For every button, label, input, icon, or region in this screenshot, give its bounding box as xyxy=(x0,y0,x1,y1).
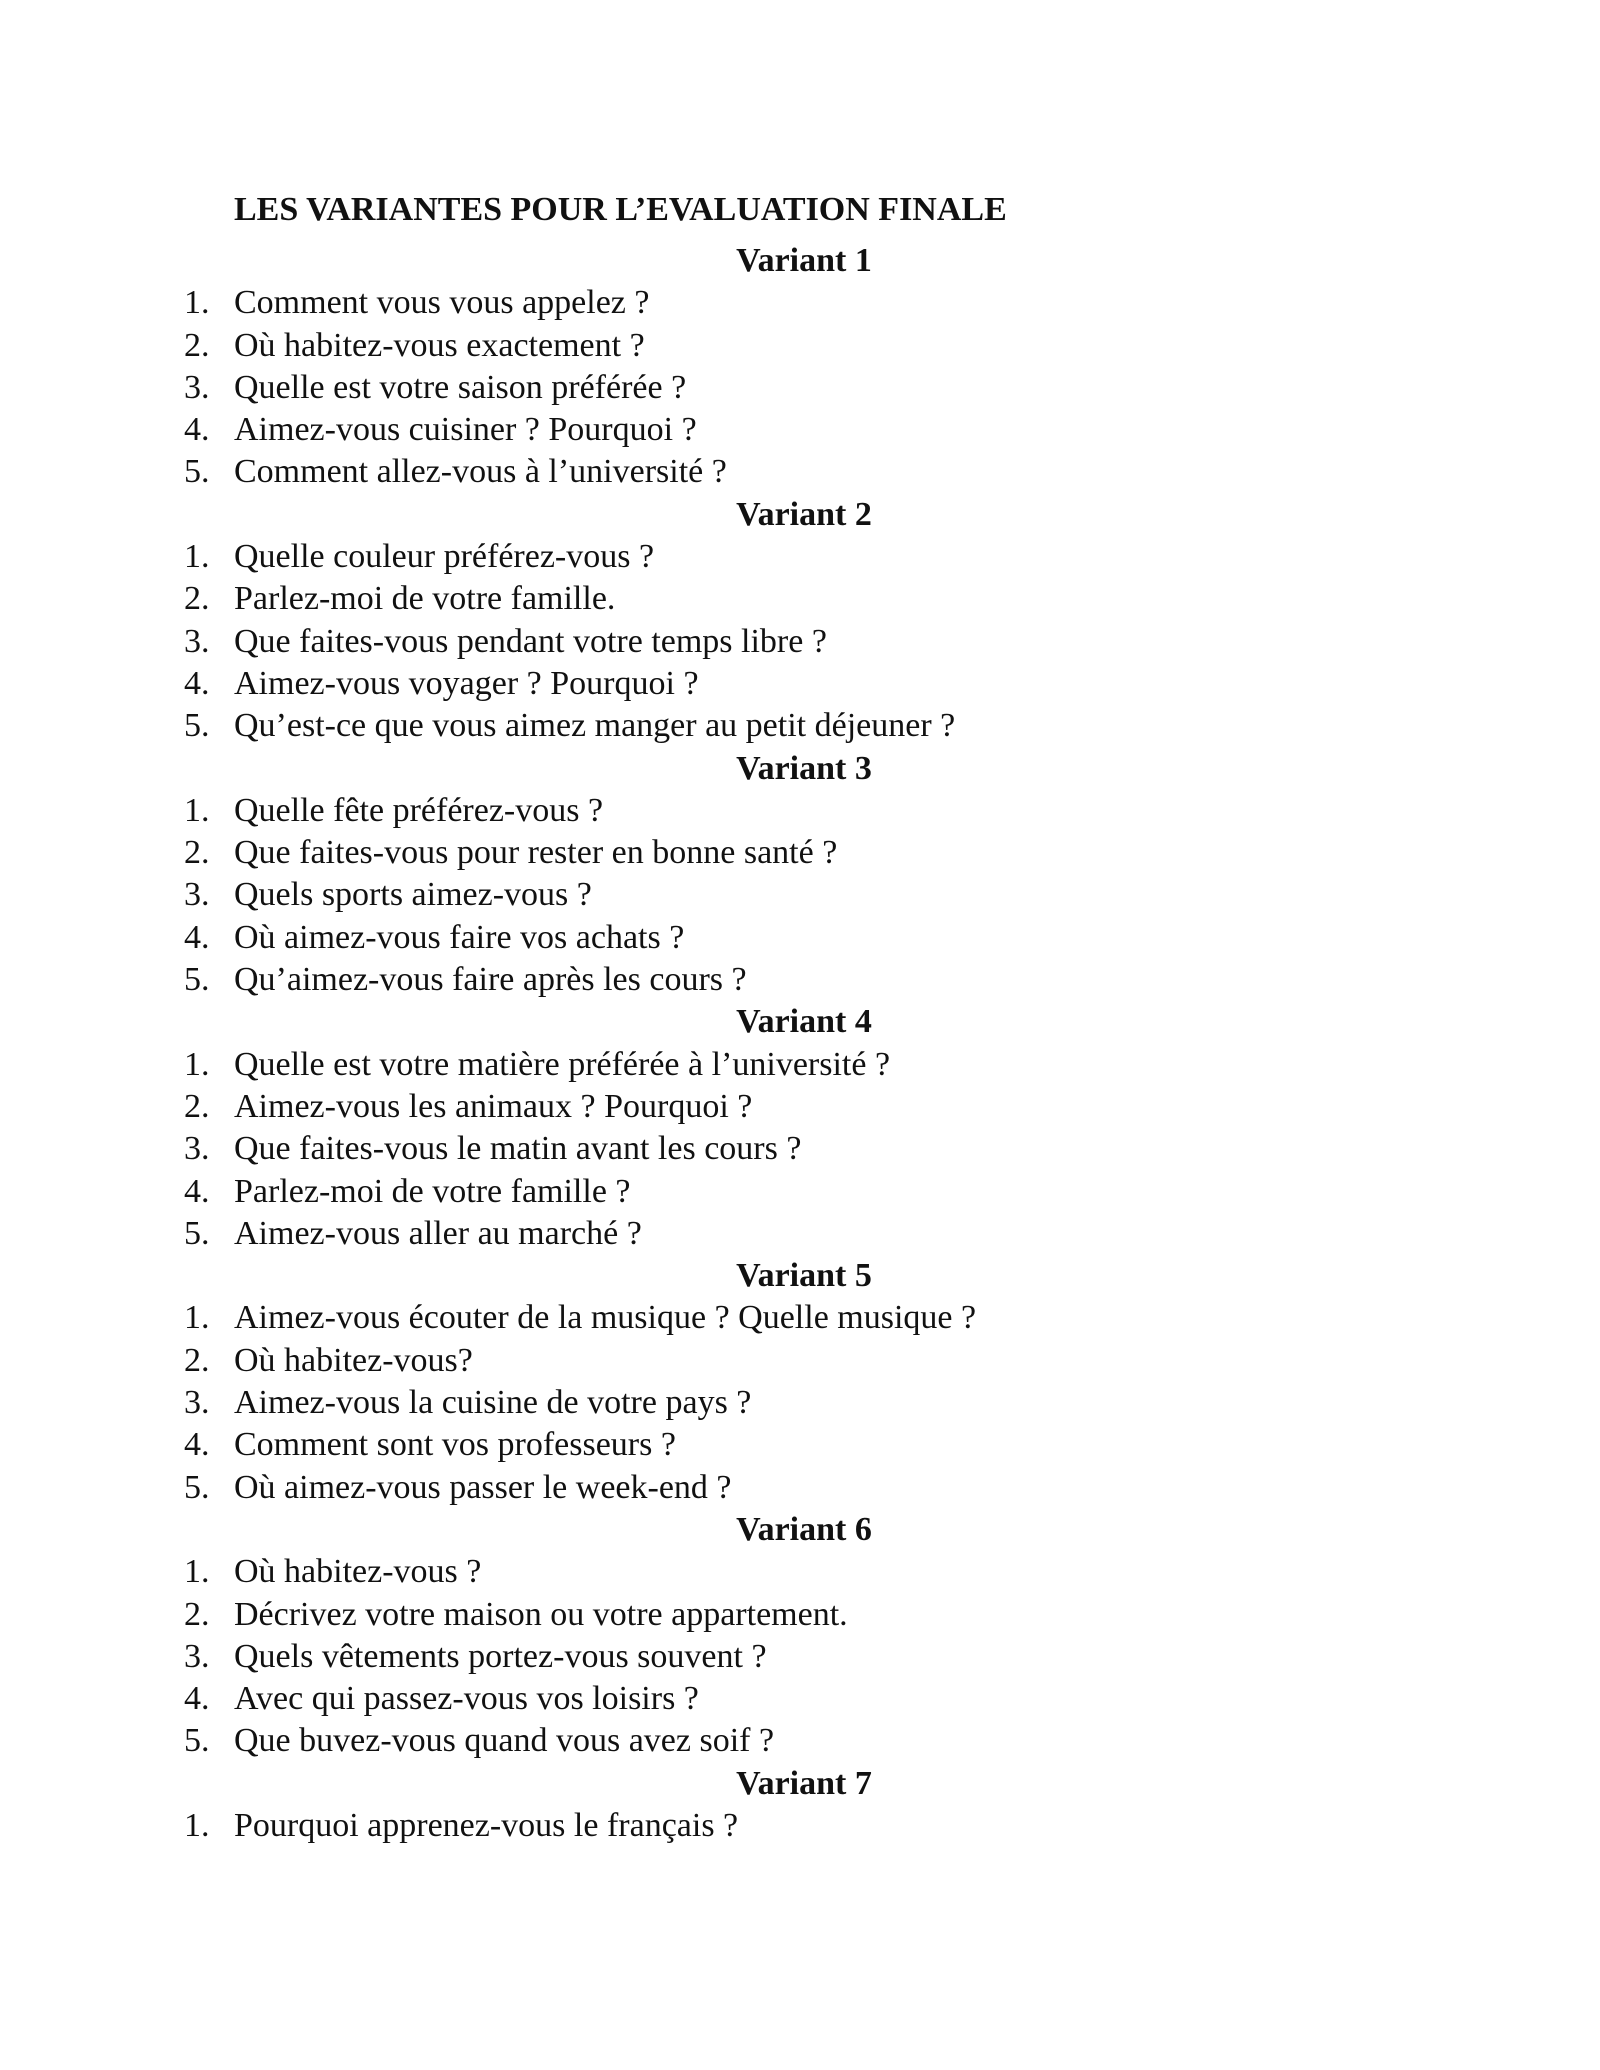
question-number: 2. xyxy=(184,1595,210,1633)
variant-section-2 xyxy=(184,494,1424,748)
question-text: Aimez-vous cuisiner ? Pourquoi ? xyxy=(234,411,697,449)
question-text: Qu’aimez-vous faire après les cours ? xyxy=(234,961,747,999)
question-item xyxy=(184,1297,1424,1339)
question-item xyxy=(184,1086,1424,1128)
document-title: LES VARIANTES POUR L’EVALUATION FINALE xyxy=(234,191,1007,228)
variant-section-7 xyxy=(184,1763,1424,1848)
question-number: 1. xyxy=(184,1806,210,1844)
question-item xyxy=(184,1128,1424,1170)
question-list xyxy=(184,1044,1424,1255)
variant-heading: Variant 7 xyxy=(736,1764,872,1802)
question-item xyxy=(184,1636,1424,1678)
question-text: Quelle couleur préférez-vous ? xyxy=(234,538,655,576)
question-text: Où habitez-vous exactement ? xyxy=(234,326,645,364)
question-text: Quelle est votre matière préférée à l’université ? xyxy=(234,1045,891,1083)
question-item xyxy=(184,1805,1424,1847)
question-text: Aimez-vous les animaux ? Pourquoi ? xyxy=(234,1087,753,1125)
question-number: 1. xyxy=(184,1299,210,1337)
question-text: Quels vêtements portez-vous souvent ? xyxy=(234,1637,767,1675)
question-list xyxy=(184,1805,1424,1847)
variant-section-1 xyxy=(184,240,1424,494)
question-number: 4. xyxy=(184,918,210,956)
question-number: 4. xyxy=(184,1172,210,1210)
question-text: Quelle fête préférez-vous ? xyxy=(234,791,604,829)
question-item xyxy=(184,874,1424,916)
question-item xyxy=(184,705,1424,747)
question-text: Décrivez votre maison ou votre appartement. xyxy=(234,1595,848,1633)
question-number: 4. xyxy=(184,1426,210,1464)
document-body xyxy=(184,240,1424,1847)
question-item xyxy=(184,1213,1424,1255)
question-number: 2. xyxy=(184,1341,210,1379)
question-item xyxy=(184,621,1424,663)
variant-heading: Variant 1 xyxy=(736,242,872,279)
question-text: Que faites-vous pendant votre temps libre ? xyxy=(234,622,827,660)
question-text: Où aimez-vous passer le week-end ? xyxy=(234,1468,732,1506)
question-item xyxy=(184,790,1424,832)
question-text: Que faites-vous le matin avant les cours ? xyxy=(234,1130,802,1168)
question-number: 4. xyxy=(184,411,210,449)
question-item xyxy=(184,1044,1424,1086)
question-number: 4. xyxy=(184,664,210,702)
question-text: Parlez-moi de votre famille. xyxy=(234,580,616,618)
question-number: 3. xyxy=(184,1130,210,1168)
question-number: 1. xyxy=(184,1045,210,1083)
question-item xyxy=(184,917,1424,959)
question-number: 3. xyxy=(184,876,210,914)
question-number: 5. xyxy=(184,707,210,745)
question-number: 1. xyxy=(184,1553,210,1591)
question-text: Aimez-vous aller au marché ? xyxy=(234,1214,642,1252)
question-number: 5. xyxy=(184,961,210,999)
question-item xyxy=(184,282,1424,324)
question-item xyxy=(184,451,1424,493)
question-number: 5. xyxy=(184,1722,210,1760)
question-list xyxy=(184,536,1424,747)
question-text: Que faites-vous pour rester en bonne santé ? xyxy=(234,834,838,872)
question-item xyxy=(184,536,1424,578)
question-number: 3. xyxy=(184,1637,210,1675)
question-item xyxy=(184,1551,1424,1593)
question-number: 3. xyxy=(184,622,210,660)
question-text: Quelle est votre saison préférée ? xyxy=(234,368,687,406)
question-item xyxy=(184,1720,1424,1762)
question-number: 1. xyxy=(184,538,210,576)
question-item xyxy=(184,832,1424,874)
question-text: Qu’est-ce que vous aimez manger au petit déjeuner ? xyxy=(234,707,956,745)
question-text: Quels sports aimez-vous ? xyxy=(234,876,592,914)
question-item xyxy=(184,1594,1424,1636)
question-list xyxy=(184,790,1424,1001)
variant-section-6 xyxy=(184,1509,1424,1763)
question-text: Comment sont vos professeurs ? xyxy=(234,1426,676,1464)
question-number: 2. xyxy=(184,1087,210,1125)
question-number: 2. xyxy=(184,834,210,872)
question-list xyxy=(184,282,1424,493)
question-text: Aimez-vous écouter de la musique ? Quelle musique ? xyxy=(234,1299,977,1337)
question-item xyxy=(184,367,1424,409)
question-item xyxy=(184,1171,1424,1213)
question-list xyxy=(184,1551,1424,1762)
variant-heading: Variant 6 xyxy=(736,1510,872,1548)
question-text: Aimez-vous voyager ? Pourquoi ? xyxy=(234,664,699,702)
question-number: 1. xyxy=(184,791,210,829)
variant-heading: Variant 2 xyxy=(736,495,872,533)
question-item xyxy=(184,409,1424,451)
question-text: Pourquoi apprenez-vous le français ? xyxy=(234,1806,739,1844)
question-item xyxy=(184,663,1424,705)
question-number: 1. xyxy=(184,284,210,322)
question-text: Comment vous vous appelez ? xyxy=(234,284,650,322)
variant-section-4 xyxy=(184,1001,1424,1255)
question-item xyxy=(184,1467,1424,1509)
question-item xyxy=(184,959,1424,1001)
variant-heading: Variant 3 xyxy=(736,749,872,787)
question-item xyxy=(184,325,1424,367)
question-text: Où habitez-vous ? xyxy=(234,1553,482,1591)
question-text: Où habitez-vous? xyxy=(234,1341,473,1379)
question-text: Parlez-moi de votre famille ? xyxy=(234,1172,631,1210)
question-item xyxy=(184,1424,1424,1466)
variant-section-3 xyxy=(184,748,1424,1002)
question-number: 5. xyxy=(184,1214,210,1252)
question-number: 5. xyxy=(184,1468,210,1506)
question-text: Avec qui passez-vous vos loisirs ? xyxy=(234,1680,699,1718)
question-list xyxy=(184,1297,1424,1508)
question-number: 4. xyxy=(184,1680,210,1718)
variant-heading: Variant 4 xyxy=(736,1003,872,1041)
question-number: 2. xyxy=(184,326,210,364)
question-text: Où aimez-vous faire vos achats ? xyxy=(234,918,685,956)
variant-section-5 xyxy=(184,1255,1424,1509)
question-item xyxy=(184,1340,1424,1382)
question-item xyxy=(184,1382,1424,1424)
variant-heading: Variant 5 xyxy=(736,1257,872,1295)
question-text: Que buvez-vous quand vous avez soif ? xyxy=(234,1722,775,1760)
question-text: Aimez-vous la cuisine de votre pays ? xyxy=(234,1384,752,1422)
question-number: 3. xyxy=(184,368,210,406)
question-number: 2. xyxy=(184,580,210,618)
question-number: 3. xyxy=(184,1384,210,1422)
question-number: 5. xyxy=(184,453,210,491)
question-item xyxy=(184,1678,1424,1720)
question-item xyxy=(184,578,1424,620)
question-text: Comment allez-vous à l’université ? xyxy=(234,453,727,491)
